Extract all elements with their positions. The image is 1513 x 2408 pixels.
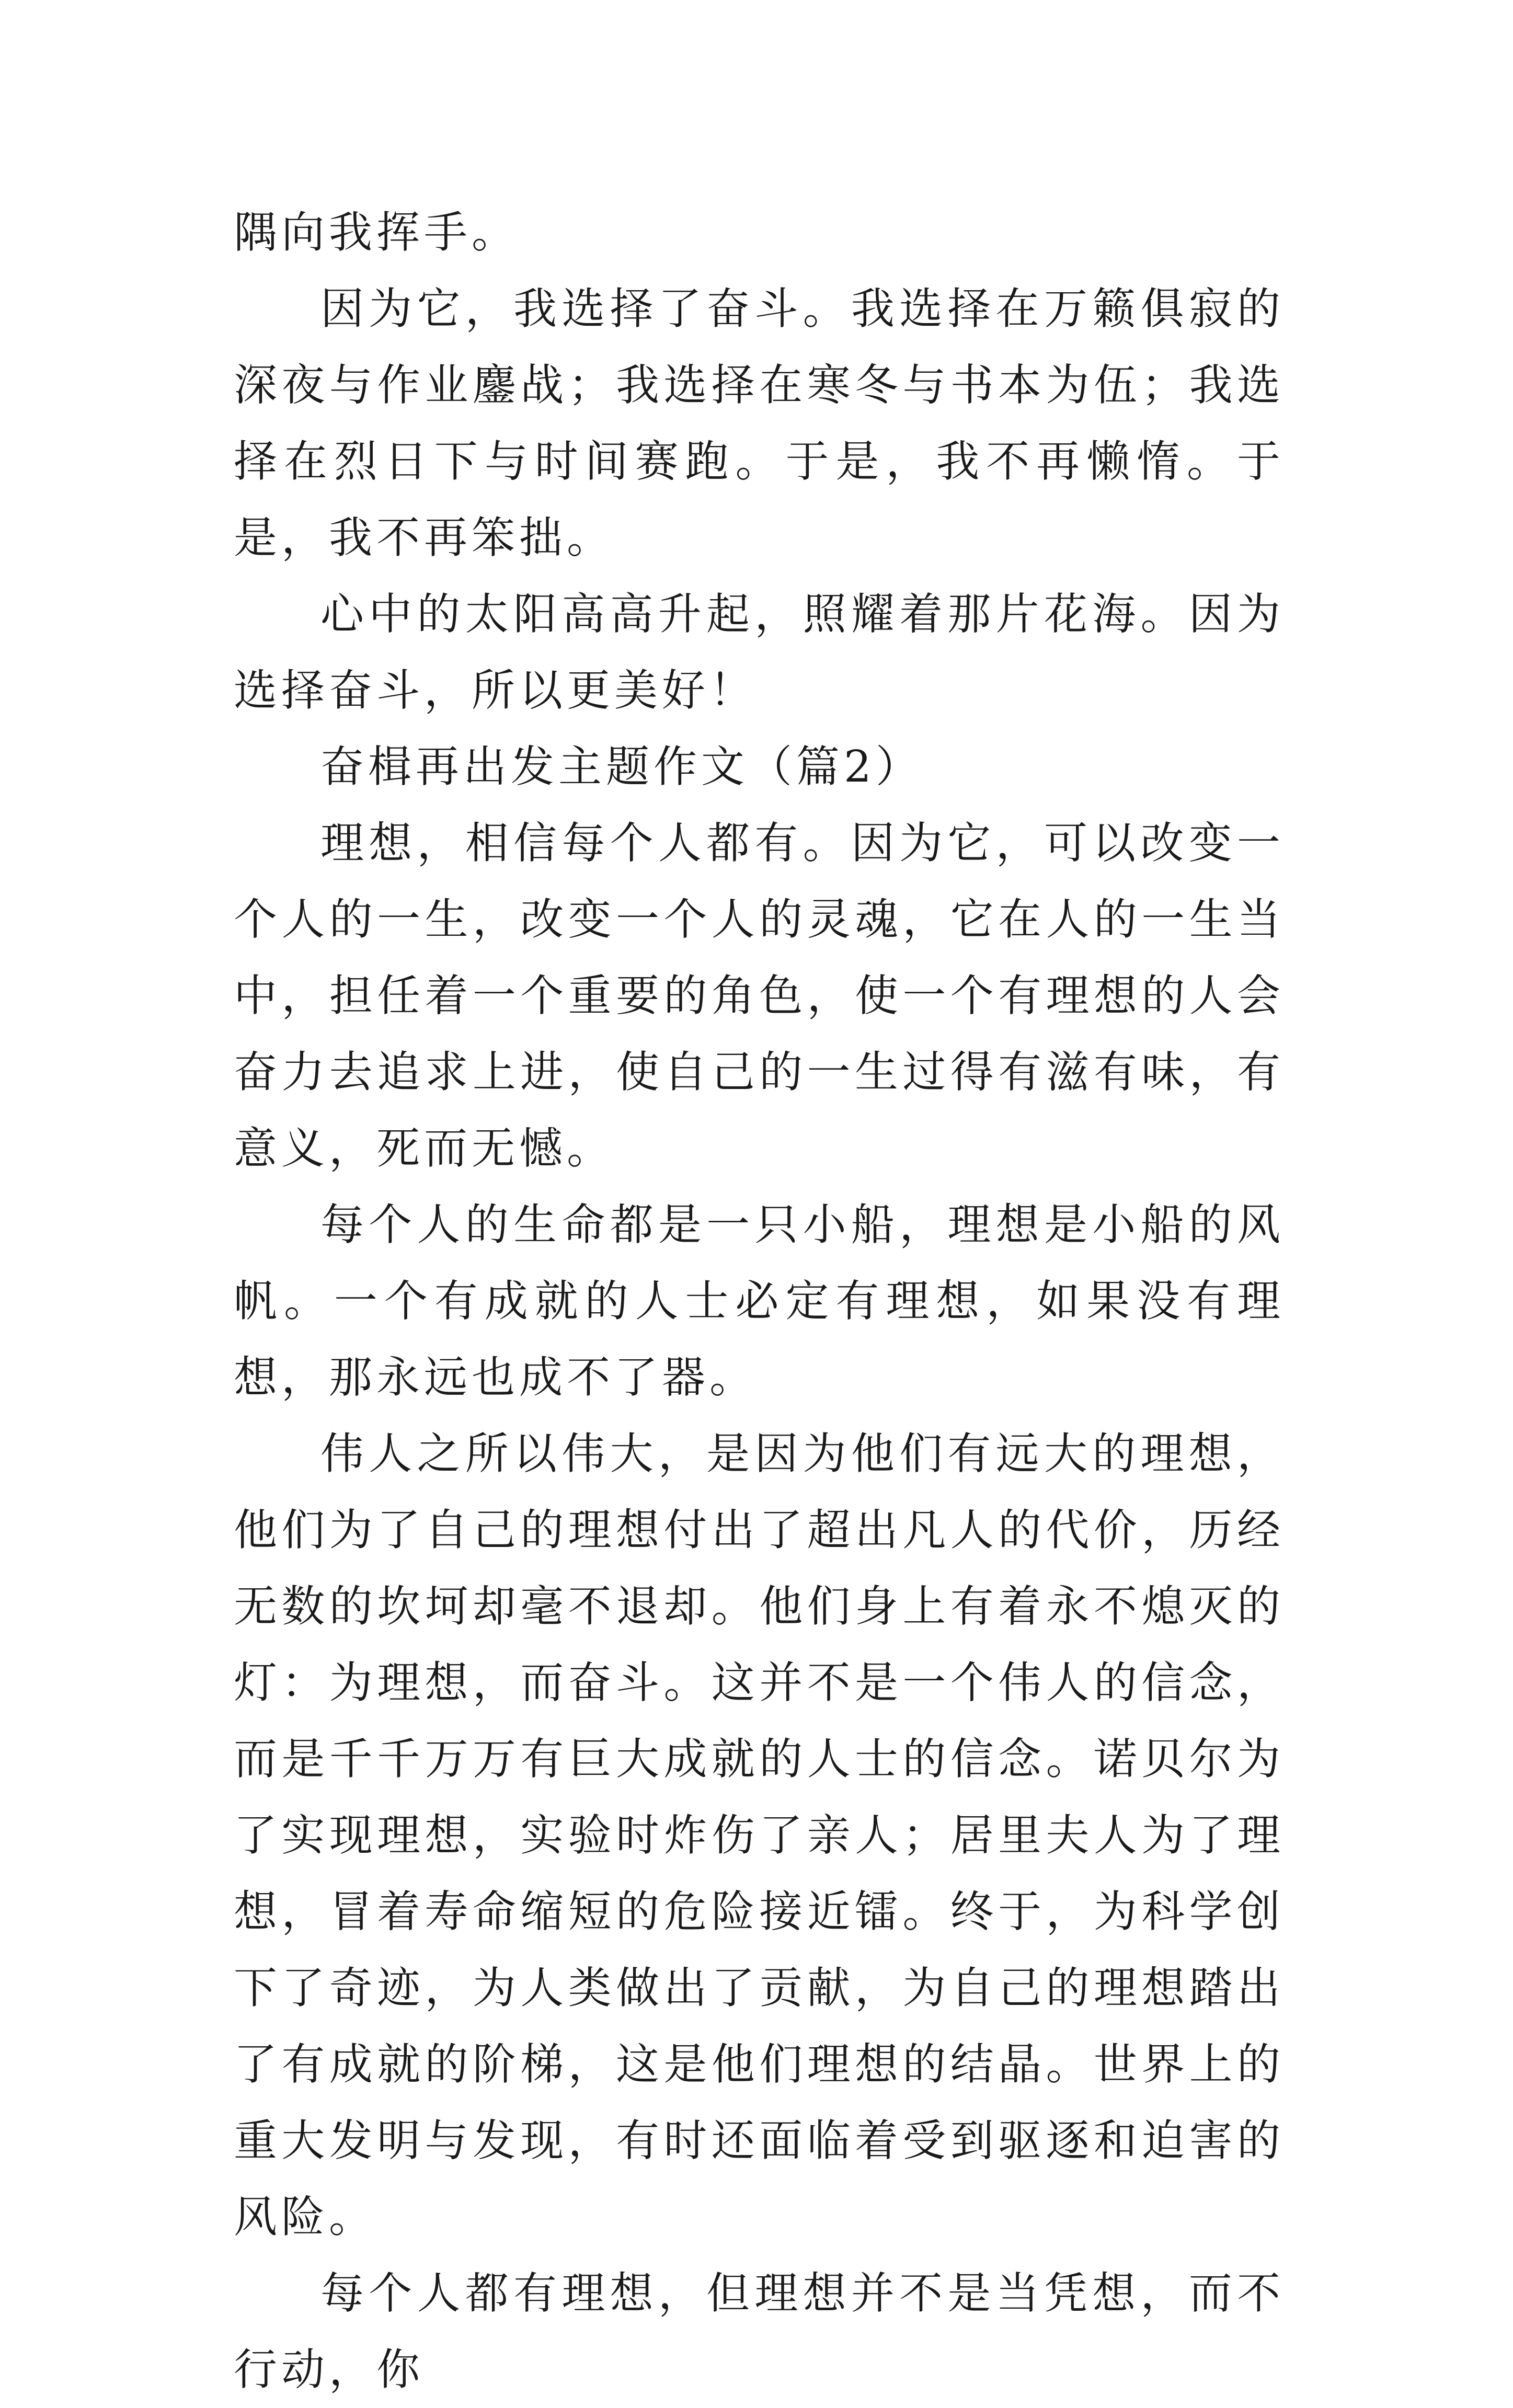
section-heading: 奋楫再出发主题作文（篇2） xyxy=(320,741,923,792)
paragraph-sun-rises: 心中的太阳高高升起，照耀着那片花海。因为选择奋斗，所以更美好！ xyxy=(234,589,1285,716)
paragraph-choose-struggle: 因为它，我选择了奋斗。我选择在万籁俱寂的深夜与作业鏖战；我选择在寒冬与书本为伍；我选择在烈日下与时间赛跑。于是，我不再懒惰。于是，我不再笨拙。 xyxy=(234,283,1285,563)
paragraph-ideal-intro: 理想，相信每个人都有。因为它，可以改变一个人的一生，改变一个人的灵魂，它在人的一生当中，担任着一个重要的角色，使一个有理想的人会奋力去追求上进，使自己的一生过得有滋有味，有意义，死而无憾。 xyxy=(234,818,1285,1174)
paragraph-life-boat: 每个人的生命都是一只小船，理想是小船的风帆。一个有成就的人士必定有理想，如果没有理想，那永远也成不了器。 xyxy=(234,1199,1285,1403)
paragraph-continuation: 隅向我挥手。 xyxy=(234,207,519,258)
paragraph-everyone-ideal: 每个人都有理想，但理想并不是当凭想，而不行动，你 xyxy=(234,2268,1285,2395)
paragraph-great-people: 伟人之所以伟大，是因为他们有远大的理想，他们为了自己的理想付出了超出凡人的代价，历经无数的坎坷却毫不退却。他们身上有着永不熄灭的灯：为理想，而奋斗。这并不是一个伟人的信念，而是千千万万有巨大成就的人士的信念。诺贝尔为了实现理想，实验时炸伤了亲人；居里夫人为了理想，冒着寿命缩短的危险接近镭。终于，为科学创下了奇迹，为人类做出了贡献，为自己的理想踏出了有成就的阶梯，这是他们理想的结晶。世界上的重大发明与发现，有时还面临着受到驱逐和迫害的风险。 xyxy=(234,1428,1285,2242)
document-body xyxy=(234,194,1285,2408)
